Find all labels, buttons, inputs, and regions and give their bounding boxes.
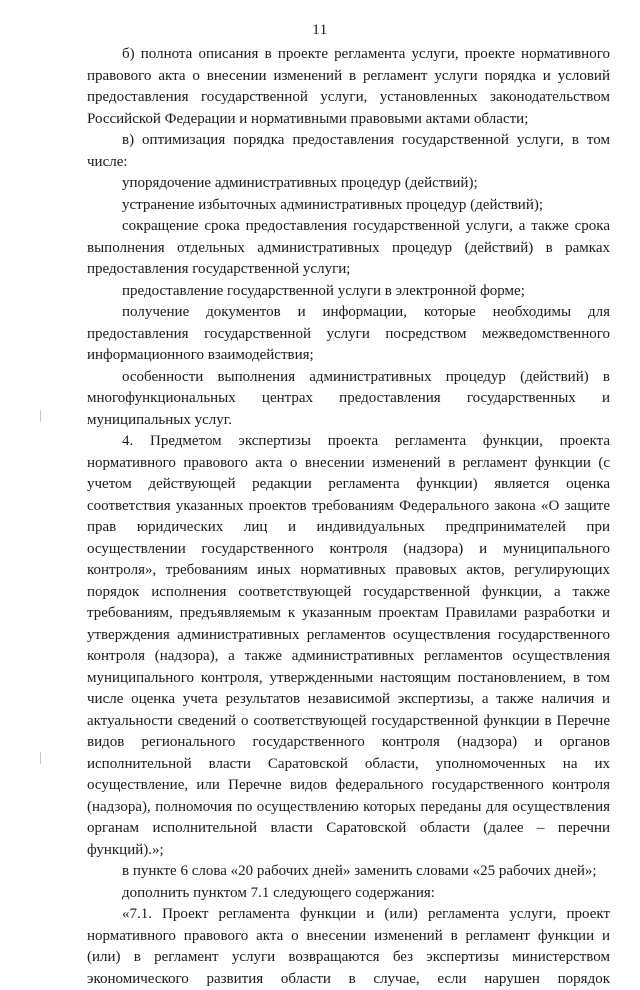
amendment-item-6: в пункте 6 слова «20 рабочих дней» заменить словами «25 рабочих дней»; bbox=[122, 863, 597, 879]
paragraph-4: 4. Предметом экспертизы проекта регламента функции, проекта нормативного правового акта о внесении изменений в регламент функции (с учетом действующей редакции регламента функции) является оценка соответствия указанных проектов требованиям Федерального закона «О защите прав юридических лиц и индивидуальных предпринимателей при осуществлении государственного контроля (надзора) и муниципального контроля», требованиям иных нормативных правовых актов, регулирующих порядок исполнения соответствующей государственной функции, а также требованиям, предъявляемым к указанным проектам Правилами разработки и утверждения административных регламентов осуществления государственного контроля (надзора), а также административных регламентов осуществления муниципального контроля, утвержденными настоящим постановлением, в том числе оценка учета результатов независимой экспертизы, а также наличия и актуальности сведений о соответствующей государственной функции в Перечне видов регионального государственного контроля (надзора) и органов исполнительной власти Саратовской области, уполномоченных на их осуществление, или Перечне видов федерального государственного контроля (надзора), полномочия по осуществлению которых переданы для осуществления органам исполнительной власти Саратовской области (далее – перечни функций).»; bbox=[87, 433, 610, 858]
list-item: особенности выполнения административных процедур (действий) в многофункциональных центрах предоставления государственных и муниципальных услуг. bbox=[87, 368, 610, 428]
list-item: предоставление государственной услуги в электронной форме; bbox=[122, 282, 525, 299]
paragraph-v: в) оптимизация порядка предоставления государственной услуги, в том числе: bbox=[87, 132, 610, 170]
page-number: 11 bbox=[312, 22, 328, 38]
paragraph-b: б) полнота описания в проекте регламента услуги, проекте нормативного правового акта о внесении изменений в регламент услуги порядка и условий предоставления государственной услуги, установленных законодательством Российской Федерации и нормативными правовыми актами области; bbox=[87, 46, 610, 127]
document-body bbox=[87, 44, 610, 990]
list-item: упорядочение административных процедур (действий); bbox=[122, 175, 478, 191]
amendment-add-7-1: дополнить пунктом 7.1 следующего содержания: bbox=[122, 884, 435, 901]
list-item: устранение избыточных административных процедур (действий); bbox=[122, 196, 544, 213]
paragraph-7-1: «7.1. Проект регламента функции и (или) регламента услуги, проект нормативного правового акта о внесении изменений в регламент функции и (или) в регламент услуги возвращаются без экспертизы министерством экономического развития области в случае, если нарушен порядок bbox=[87, 906, 610, 987]
margin-mark bbox=[40, 752, 41, 764]
list-item: получение документов и информации, которые необходимы для предоставления государственной услуги посредством межведомственного информационного взаимодействия; bbox=[87, 304, 610, 363]
list-item: сокращение срока предоставления государственной услуги, а также срока выполнения отдельных административных процедур (действий) в рамках предоставления государственной услуги; bbox=[87, 218, 610, 277]
margin-mark bbox=[40, 410, 41, 422]
